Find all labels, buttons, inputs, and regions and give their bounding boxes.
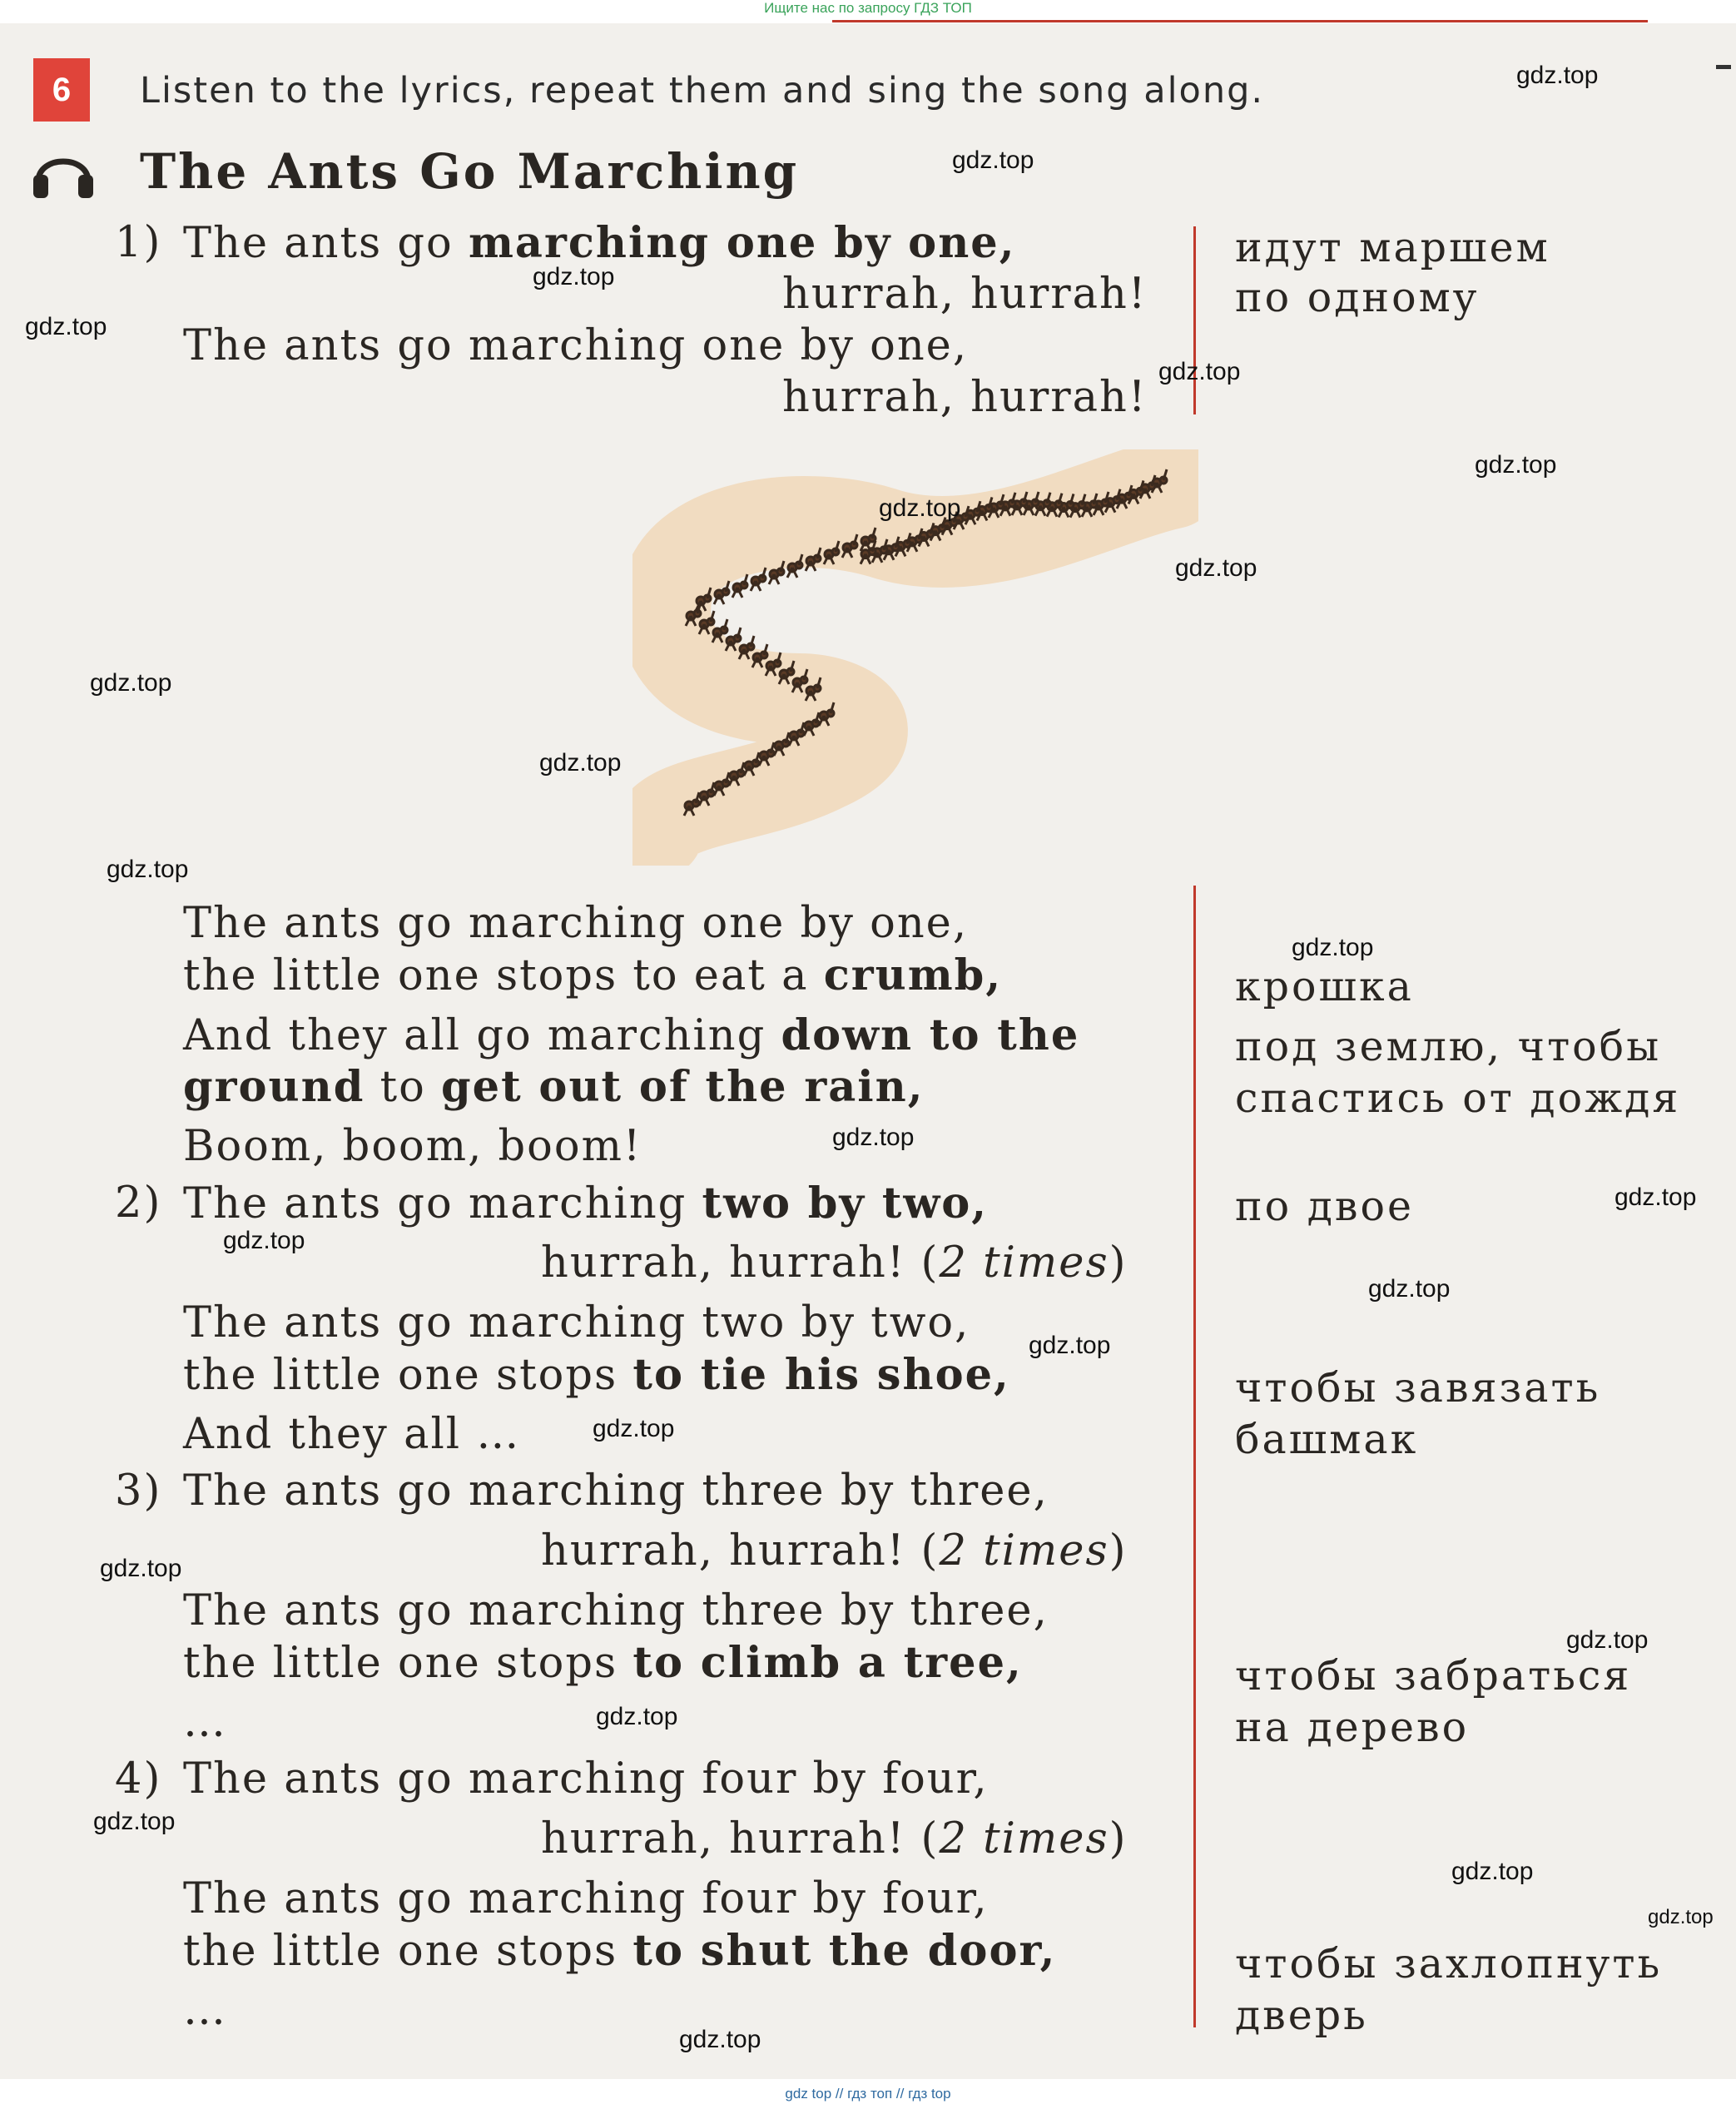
watermark: gdz.top <box>25 313 107 340</box>
edge-mark <box>1716 65 1731 69</box>
watermark: gdz.top <box>952 146 1034 174</box>
watermark: gdz.top <box>679 2026 761 2053</box>
chorus-line-2: the little one stops to eat a crumb, <box>183 950 1003 1000</box>
verse-3-line-4: the little one stops to climb a tree, <box>183 1638 1023 1688</box>
watermark: gdz.top <box>596 1703 678 1730</box>
watermark: gdz.top <box>93 1808 176 1835</box>
watermark: gdz.top <box>533 263 615 290</box>
top-rule <box>832 20 1648 22</box>
watermark: gdz.top <box>107 856 189 883</box>
watermark: gdz.top <box>593 1415 675 1442</box>
verse-4-line-2: hurrah, hurrah! (2 times) <box>541 1814 1128 1863</box>
verse-3-line-5: … <box>183 1698 227 1747</box>
gloss-door-line-2: дверь <box>1235 1992 1368 2039</box>
gloss-shoe-line-2: башмак <box>1235 1416 1419 1463</box>
verse-4-line-1: The ants go marching four by four, <box>183 1754 989 1804</box>
gloss-one-by-one-line-2: по одному <box>1235 274 1480 321</box>
watermark: gdz.top <box>1292 934 1374 961</box>
watermark: gdz.top <box>879 494 961 522</box>
chorus-line-5: Boom, boom, boom! <box>183 1122 642 1171</box>
gloss-tree-line-2: на дерево <box>1235 1704 1470 1751</box>
exercise-instruction: Listen to the lyrics, repeat them and sing the song along. <box>140 70 1265 112</box>
watermark: gdz.top <box>223 1227 305 1254</box>
bottom-note: gdz top // гдз топ // гдз top <box>785 2086 951 2102</box>
verse-1-line-3: The ants go marching one by one, <box>183 321 969 370</box>
gloss-two-by-two: по двое <box>1235 1183 1414 1230</box>
headphones-icon <box>30 138 97 200</box>
watermark: gdz.top <box>832 1124 915 1151</box>
gloss-crumb: крошка <box>1235 963 1414 1010</box>
watermark: gdz.top <box>1566 1626 1649 1654</box>
verse-3-line-3: The ants go marching three by three, <box>183 1586 1049 1635</box>
top-note: Ищите нас по запросу ГДЗ ТОП <box>764 0 972 16</box>
gloss-door-line-1: чтобы захлопнуть <box>1235 1940 1663 1987</box>
verse-4-line-3: The ants go marching four by four, <box>183 1874 989 1923</box>
gloss-one-by-one-line-1: идут маршем <box>1235 224 1550 271</box>
verse-2-line-2: hurrah, hurrah! (2 times) <box>541 1238 1128 1288</box>
verse-2-line-4: the little one stops to tie his shoe, <box>183 1350 1010 1400</box>
watermark: gdz.top <box>1648 1906 1714 1928</box>
chorus-line-1: The ants go marching one by one, <box>183 899 969 948</box>
verse-3-number: 3) <box>115 1466 162 1516</box>
verse-2-line-1: The ants go marching two by two, <box>183 1179 989 1228</box>
verse-3-line-1: The ants go marching three by three, <box>183 1466 1049 1516</box>
verse-1-line-1: The ants go marching one by one, <box>183 218 1016 268</box>
watermark: gdz.top <box>90 669 172 697</box>
watermark: gdz.top <box>1368 1275 1451 1303</box>
watermark: gdz.top <box>1475 451 1557 479</box>
verse-4-line-5: … <box>183 1986 227 2035</box>
verse-1-line-4: hurrah, hurrah! <box>782 373 1148 422</box>
gloss-ground-line-1: под землю, чтобы <box>1235 1023 1662 1070</box>
verse-2-number: 2) <box>115 1179 162 1228</box>
song-title: The Ants Go Marching <box>140 143 800 200</box>
verse-1-number: 1) <box>115 218 162 267</box>
gloss-divider-2 <box>1193 886 1196 2027</box>
watermark: gdz.top <box>1614 1184 1697 1211</box>
verse-2-line-3: The ants go marching two by two, <box>183 1298 970 1347</box>
watermark: gdz.top <box>1516 62 1599 89</box>
verse-1-line-2: hurrah, hurrah! <box>782 270 1148 319</box>
watermark: gdz.top <box>539 749 622 777</box>
gloss-divider-1 <box>1193 226 1196 414</box>
chorus-line-4: ground to get out of the rain, <box>183 1062 925 1112</box>
watermark: gdz.top <box>100 1555 182 1582</box>
watermark: gdz.top <box>1451 1858 1534 1885</box>
gloss-shoe-line-1: чтобы завязать <box>1235 1364 1601 1412</box>
watermark: gdz.top <box>1029 1332 1111 1359</box>
verse-4-number: 4) <box>115 1754 162 1804</box>
chorus-line-3: And they all go marching down to the <box>183 1010 1080 1060</box>
watermark: gdz.top <box>1175 554 1257 582</box>
watermark: gdz.top <box>1158 358 1241 385</box>
gloss-ground-line-2: спастись от дождя <box>1235 1074 1681 1122</box>
verse-4-line-4: the little one stops to shut the door, <box>183 1926 1057 1976</box>
exercise-number-badge: 6 <box>33 58 90 122</box>
verse-3-line-2: hurrah, hurrah! (2 times) <box>541 1526 1128 1576</box>
verse-2-line-5: And they all … <box>183 1410 521 1459</box>
gloss-tree-line-1: чтобы забраться <box>1235 1652 1632 1700</box>
